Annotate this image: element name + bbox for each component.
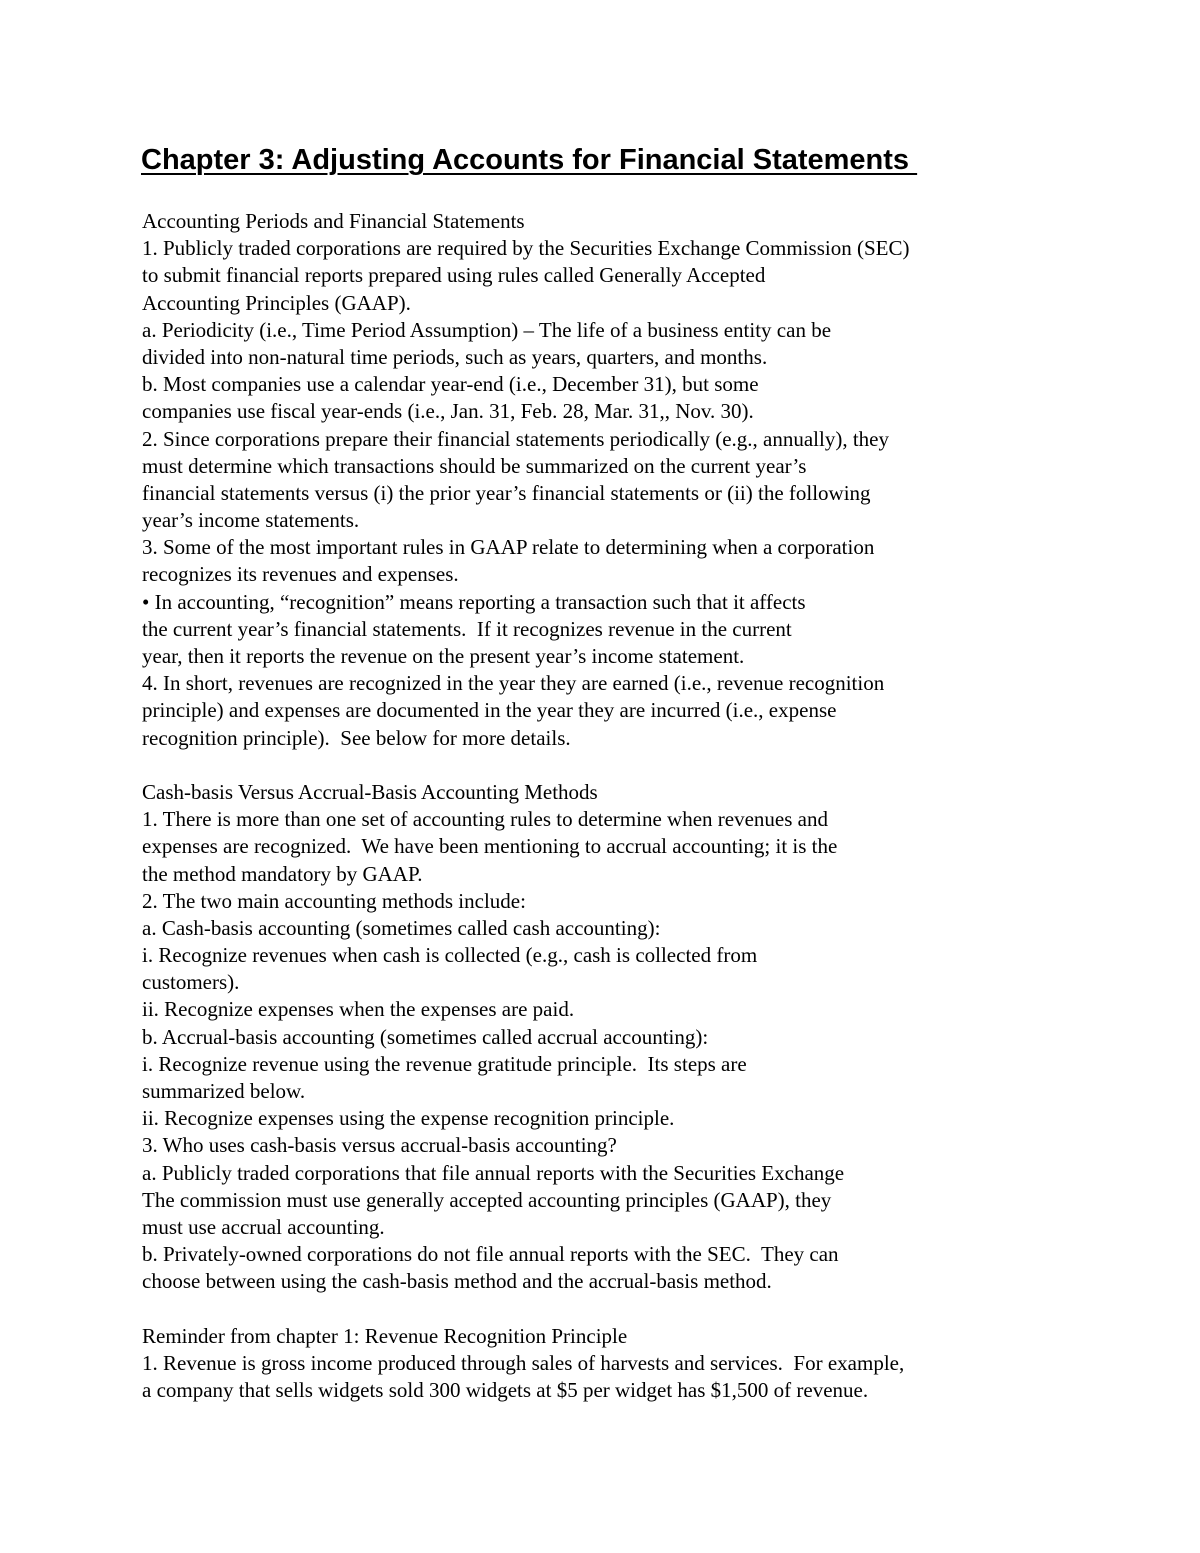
paragraph-line: b. Privately-owned corporations do not file annual reports with the SEC. They can — [142, 1242, 839, 1267]
section — [142, 208, 1152, 752]
paragraph-line: 3. Some of the most important rules in GAAP relate to determining when a corporation — [142, 535, 875, 560]
section-spacer — [142, 752, 1152, 779]
document-body — [142, 208, 1152, 1404]
paragraph-line: to submit financial reports prepared using rules called Generally Accepted — [142, 263, 766, 288]
paragraph-line: 1. Publicly traded corporations are required by the Securities Exchange Commission (SEC) — [142, 236, 910, 261]
paragraph-line: divided into non-natural time periods, such as years, quarters, and months. — [142, 344, 768, 369]
paragraph-line: 2. The two main accounting methods include: — [142, 888, 526, 913]
section-heading: Accounting Periods and Financial Statements — [142, 209, 525, 233]
paragraph-line: b. Most companies use a calendar year-end (i.e., December 31), but some — [142, 372, 759, 397]
paragraph-line: ii. Recognize expenses using the expense recognition principle. — [142, 1106, 675, 1131]
paragraph-line: must use accrual accounting. — [142, 1214, 385, 1239]
paragraph-line: expenses are recognized. We have been mentioning to accrual accounting; it is the — [142, 834, 838, 859]
paragraph-line: recognizes its revenues and expenses. — [142, 562, 459, 587]
paragraph-line: choose between using the cash-basis method and the accrual-basis method. — [142, 1269, 772, 1294]
paragraph-line: 1. Revenue is gross income produced through sales of harvests and services. For example, — [142, 1350, 905, 1375]
paragraph-line: ii. Recognize expenses when the expenses are paid. — [142, 997, 575, 1022]
paragraph-line: a. Publicly traded corporations that file annual reports with the Securities Exchange — [142, 1160, 845, 1185]
paragraph-line: 3. Who uses cash-basis versus accrual-basis accounting? — [142, 1133, 617, 1158]
paragraph-line: recognition principle). See below for more details. — [142, 725, 571, 750]
section — [142, 779, 1152, 1296]
paragraph-line: Accounting Principles (GAAP). — [142, 290, 411, 315]
section-spacer — [142, 1296, 1152, 1323]
paragraph-line: a company that sells widgets sold 300 widgets at $5 per widget has $1,500 of revenue. — [142, 1378, 869, 1403]
paragraph-line: must determine which transactions should be summarized on the current year’s — [142, 453, 807, 478]
paragraph-line: summarized below. — [142, 1079, 306, 1103]
paragraph-line: The commission must use generally accepted accounting principles (GAAP), they — [142, 1187, 832, 1212]
paragraph-line: financial statements versus (i) the prior year’s financial statements or (ii) the following — [142, 480, 871, 505]
paragraph-line: 2. Since corporations prepare their financial statements periodically (e.g., annually), they — [142, 426, 889, 451]
paragraph-line: • In accounting, “recognition” means reporting a transaction such that it affects — [142, 589, 806, 614]
paragraph-line: customers). — [142, 970, 240, 995]
paragraph-line: 4. In short, revenues are recognized in the year they are earned (i.e., revenue recognition — [142, 671, 885, 696]
section-heading: Cash-basis Versus Accrual-Basis Accounting Methods — [142, 779, 598, 804]
section — [142, 1323, 1152, 1405]
paragraph-line: year’s income statements. — [142, 508, 360, 533]
paragraph-line: the current year’s financial statements. If it recognizes revenue in the current — [142, 616, 792, 641]
paragraph-line: the method mandatory by GAAP. — [142, 861, 423, 886]
paragraph-line: year, then it reports the revenue on the present year’s income statement. — [142, 644, 745, 668]
paragraph-line: a. Periodicity (i.e., Time Period Assumption) – The life of a business entity can be — [142, 317, 832, 342]
paragraph-line: companies use fiscal year-ends (i.e., Jan. 31, Feb. 28, Mar. 31,, Nov. 30). — [142, 399, 754, 424]
paragraph-line: i. Recognize revenue using the revenue gratitude principle. Its steps are — [142, 1051, 747, 1076]
paragraph-line: b. Accrual-basis accounting (sometimes called accrual accounting): — [142, 1024, 709, 1049]
paragraph-line: 1. There is more than one set of accounting rules to determine when revenues and — [142, 807, 828, 832]
chapter-title: Chapter 3: Adjusting Accounts for Financial Statements — [141, 144, 918, 176]
paragraph-line: principle) and expenses are documented in the year they are incurred (i.e., expense — [142, 698, 837, 723]
paragraph-line: a. Cash-basis accounting (sometimes called cash accounting): — [142, 915, 661, 940]
section-heading: Reminder from chapter 1: Revenue Recognition Principle — [142, 1323, 628, 1348]
paragraph-line: i. Recognize revenues when cash is collected (e.g., cash is collected from — [142, 943, 758, 968]
